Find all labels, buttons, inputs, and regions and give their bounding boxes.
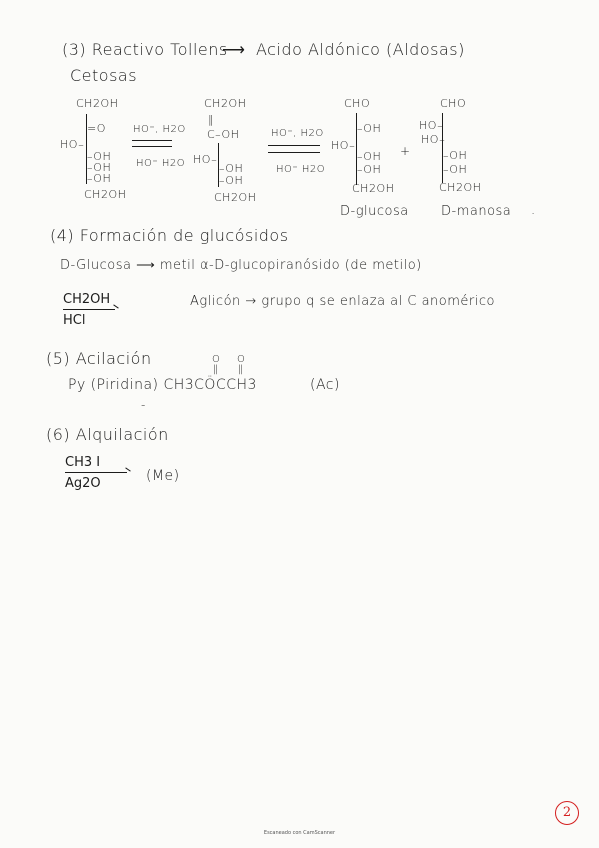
enediol-c2: HO– [193, 153, 218, 166]
section6-title: (6) Alquilación [46, 425, 169, 444]
mannose-top: CHO [440, 97, 467, 110]
section6-reagent-top: CH3 I [65, 455, 101, 470]
section4-reagent [63, 292, 115, 328]
ketose-top: CH2OH [76, 97, 119, 110]
section3-arrow: ⟶ [222, 40, 246, 59]
mannose-c5: –OH [443, 163, 468, 176]
eq2-above: HO⁻, H2O [271, 128, 324, 139]
enediol-bottom: CH2OH [214, 191, 257, 204]
section5-double-bond-2: ‖ [238, 364, 244, 375]
ketose-bottom: CH2OH [84, 188, 127, 201]
mannose-c2: HO– [419, 119, 444, 132]
section6-reagent-arrow [65, 472, 127, 473]
enediol-c4: –OH [219, 174, 244, 187]
section6-reagent [65, 455, 127, 491]
glucose-top: CHO [344, 97, 371, 110]
ketose-c6: –OH [87, 172, 112, 185]
eq1-reverse-arrow [132, 146, 172, 147]
section4-reagent-arrow [63, 309, 115, 310]
ketose-c2: =O [87, 122, 106, 135]
scanner-footer: Escaneado con CamScanner [263, 830, 336, 836]
eq1-above: HO⁻, H2O [133, 124, 186, 135]
enediol-c1: C–OH [207, 128, 240, 141]
section3-subtitle: Cetosas [70, 66, 138, 85]
mannose-bottom: CH2OH [439, 181, 482, 194]
glucose-c4: –OH [357, 150, 382, 163]
scheme-period: . [531, 203, 536, 218]
section4-note: Aglicón → grupo q se enlaza al C anomérico [190, 294, 495, 309]
section6-reagent-bottom: Ag2O [65, 476, 101, 491]
eq2-reverse-arrow [268, 152, 320, 153]
section4-line1: D-Glucosa ⟶ metil α-D-glucopiranósido (de metilo) [60, 258, 422, 273]
eq1-below: HO⁻ H2O [136, 158, 186, 169]
section5-title: (5) Acilación [46, 349, 152, 368]
glucose-c5: –OH [357, 163, 382, 176]
enediol-c3: –OH [219, 162, 244, 175]
plus-sign: + [400, 144, 411, 158]
section4-reagent-bottom: HCl [63, 313, 86, 328]
glucose-name: D-glucosa [340, 204, 409, 219]
glucose-bottom: CH2OH [352, 182, 395, 195]
ketose-c3: HO– [60, 138, 85, 151]
glucose-c3: HO– [331, 139, 356, 152]
section5-abbr: (Ac) [310, 377, 340, 393]
section4-title: (4) Formación de glucósidos [50, 226, 289, 245]
section5-oxygen-1: O [212, 354, 221, 365]
mannose-c3: HO– [421, 133, 446, 146]
mannose-name: D-manosa [441, 204, 512, 219]
section5-oxygen-2: O [237, 354, 246, 365]
ketose-c5: –OH [87, 161, 112, 174]
section6-abbr: (Me) [146, 468, 180, 484]
glucose-c2: –OH [357, 122, 382, 135]
section3-result: Acido Aldónico (Aldosas) [256, 40, 465, 59]
section5-double-bond-1: ‖ [213, 364, 219, 375]
eq2-below: HO⁻ H2O [276, 164, 326, 175]
section3-title: (3) Reactivo Tollens [62, 40, 228, 59]
mannose-c4: –OH [443, 149, 468, 162]
eq2-forward-arrow [268, 145, 320, 146]
enediol-top: CH2OH [204, 97, 247, 110]
page-number-circle: 2 [555, 801, 579, 825]
section4-reagent-top: CH2OH [63, 292, 111, 307]
section5-dash: - [141, 398, 146, 412]
enediol-double-bond: ‖ [208, 113, 214, 126]
section5-line: Py (Piridina) CH3CÖCCH3 [68, 377, 257, 393]
eq1-forward-arrow [132, 140, 172, 141]
ketose-c4: –OH [87, 150, 112, 163]
